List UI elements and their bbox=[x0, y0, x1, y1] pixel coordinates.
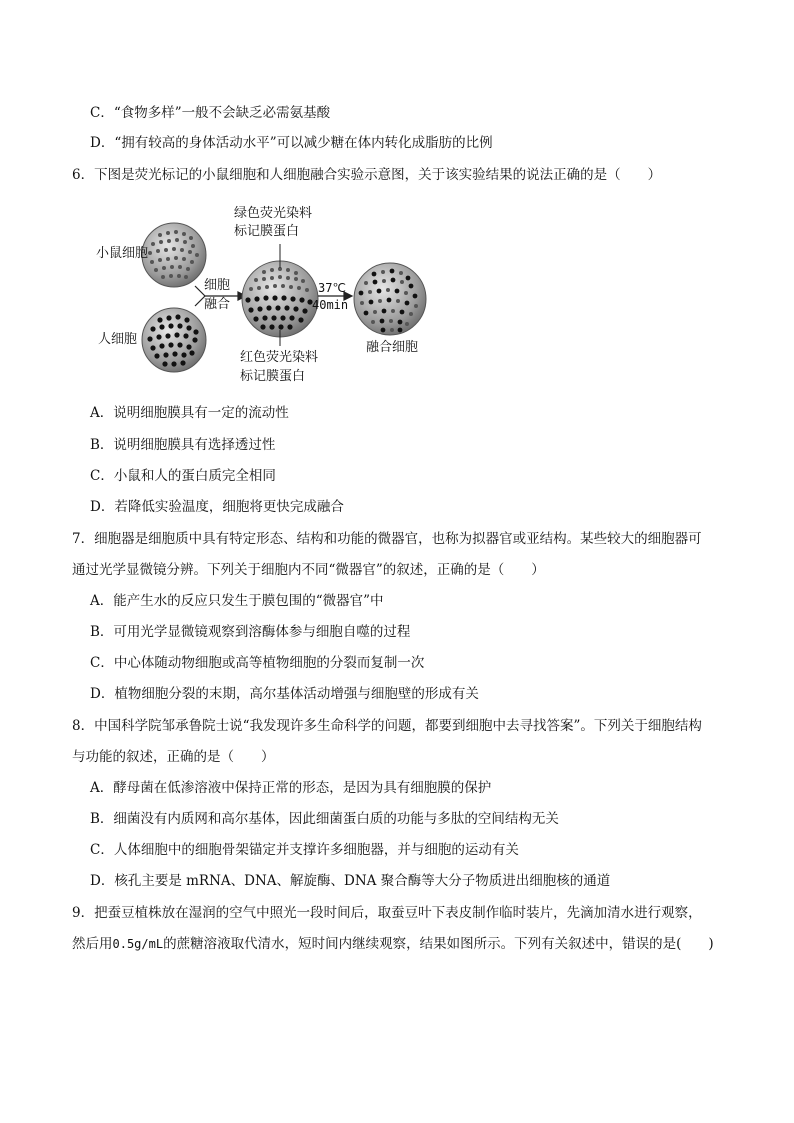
q7-option-a: A．能产生水的反应只发生于膜包围的“微器官”中 bbox=[90, 593, 384, 609]
red-dye-label-2: 标记膜蛋白 bbox=[240, 369, 306, 384]
question-9-stem-line-1: 9．把蚕豆植株放在湿润的空气中照光一段时间后，取蚕豆叶下表皮制作临时装片，先滴加清水进行观察， bbox=[72, 905, 702, 921]
fused-cell-icon bbox=[354, 263, 426, 335]
q9-text-suffix: 的蔗糖溶液取代清水，短时间内继续观察，结果如图所示。下列有关叙述中，错误的是( ) bbox=[163, 936, 714, 952]
q9-concentration: 0.5g/mL bbox=[112, 937, 164, 951]
duration-label: 40min bbox=[312, 298, 349, 312]
green-dye-label-1: 绿色荧光染料 bbox=[234, 206, 313, 221]
human-cell-icon bbox=[142, 308, 206, 372]
q6-option-a: A．说明细胞膜具有一定的流动性 bbox=[90, 405, 289, 421]
fusion-step-label-2: 融合 bbox=[204, 297, 231, 312]
question-6-stem: 6．下图是荧光标记的小鼠细胞和人细胞融合实验示意图，关于该实验结果的说法正确的是（ ） bbox=[72, 167, 662, 183]
question-8-stem-line-1: 8．中国科学院邹承鲁院士说“我发现许多生命科学的问题，都要到细胞中去寻找答案”。下列关于细胞结构 bbox=[72, 718, 702, 734]
human-cell-label: 人细胞 bbox=[98, 332, 138, 347]
question-7-stem-line-2: 通过光学显微镜分辨。下列关于细胞内不同“微器官”的叙述，正确的是（ ） bbox=[72, 562, 545, 578]
q6-option-b: B．说明细胞膜具有选择透过性 bbox=[90, 437, 276, 453]
q5-option-d: D．“拥有较高的身体活动水平”可以减少糖在体内转化成脂肪的比例 bbox=[90, 135, 493, 151]
q6-option-d: D．若降低实验温度，细胞将更快完成融合 bbox=[90, 499, 344, 515]
temperature-label: 37℃ bbox=[318, 281, 346, 295]
q7-option-b: B．可用光学显微镜观察到溶酶体参与细胞自噬的过程 bbox=[90, 624, 411, 640]
cell-fusion-figure bbox=[90, 200, 450, 392]
green-dye-label-2: 标记膜蛋白 bbox=[234, 224, 300, 239]
q9-text-prefix: 然后用 bbox=[72, 936, 113, 952]
q6-option-c: C．小鼠和人的蛋白质完全相同 bbox=[90, 468, 276, 484]
q7-option-d: D．植物细胞分裂的末期，高尔基体活动增强与细胞壁的形成有关 bbox=[90, 686, 479, 702]
mouse-cell-icon bbox=[142, 223, 206, 287]
q7-option-c: C．中心体随动物细胞或高等植物细胞的分裂而复制一次 bbox=[90, 655, 425, 671]
question-9-stem-line-2 bbox=[72, 935, 714, 953]
question-8-stem-line-2: 与功能的叙述，正确的是（ ） bbox=[72, 749, 275, 765]
q8-option-d: D．核孔主要是 mRNA、DNA、解旋酶、DNA 聚合酶等大分子物质进出细胞核的通道 bbox=[90, 873, 611, 889]
fused-cell-label: 融合细胞 bbox=[366, 340, 419, 355]
question-7-stem-line-1: 7．细胞器是细胞质中具有特定形态、结构和功能的微器官，也称为拟器官或亚结构。某些较大的细胞器可 bbox=[72, 531, 702, 547]
q8-option-b: B．细菌没有内质网和高尔基体，因此细菌蛋白质的功能与多肽的空间结构无关 bbox=[90, 811, 559, 827]
hybrid-cell-icon bbox=[242, 261, 318, 337]
q5-option-c: C．“食物多样”一般不会缺乏必需氨基酸 bbox=[90, 105, 331, 121]
q8-option-c: C．人体细胞中的细胞骨架锚定并支撑许多细胞器，并与细胞的运动有关 bbox=[90, 842, 519, 858]
mouse-cell-label: 小鼠细胞 bbox=[96, 246, 149, 261]
fusion-step-label-1: 细胞 bbox=[204, 278, 231, 293]
red-dye-label-1: 红色荧光染料 bbox=[240, 350, 319, 365]
q8-option-a: A．酵母菌在低渗溶液中保持正常的形态，是因为具有细胞膜的保护 bbox=[90, 780, 492, 796]
